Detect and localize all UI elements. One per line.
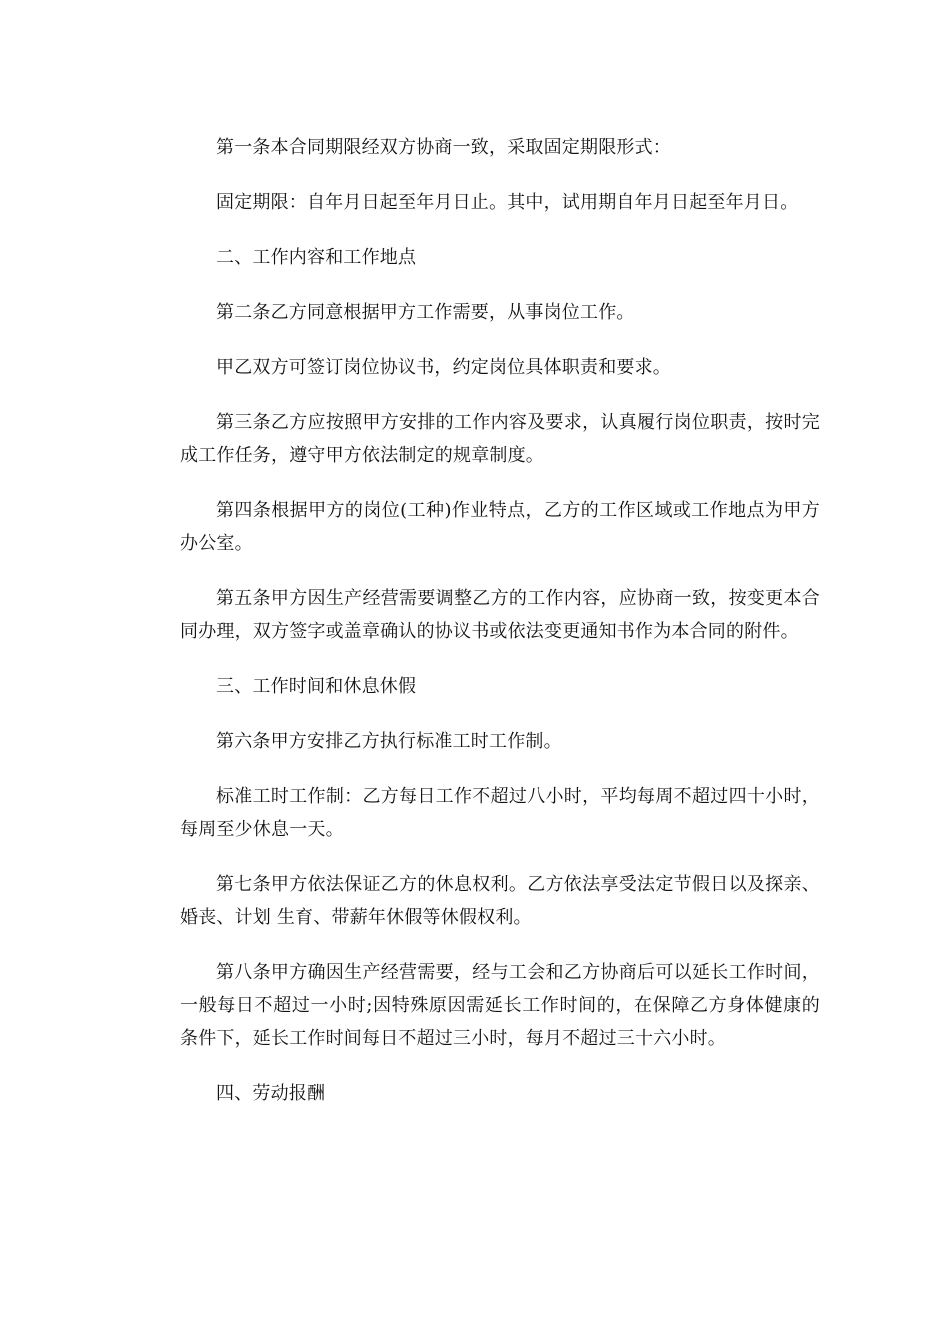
clause-8-overtime: 第八条甲方确因生产经营需要，经与工会和乙方协商后可以延长工作时间，一般每日不超过一小时;因特殊原因需延长工作时间的，在保障乙方身体健康的条件下，延长工作时间每日不超过三小时，每月不超过三十六小时。 — [180, 962, 820, 1049]
clause-1-term: 第一条本合同期限经双方协商一致，采取固定期限形式： — [216, 137, 671, 158]
position-agreement-text: 甲乙双方可签订岗位协议书，约定岗位具体职责和要求。 — [216, 357, 671, 378]
clause-4-work-location: 第四条根据甲方的岗位(工种)作业特点，乙方的工作区域或工作地点为甲方办公室。 — [180, 500, 820, 554]
clause-5-adjustment: 第五条甲方因生产经营需要调整乙方的工作内容，应协商一致，按变更本合同办理，双方签字或盖章确认的协议书或依法变更通知书作为本合同的附件。 — [180, 588, 820, 642]
section-heading-work-hours: 三、工作时间和休息休假 — [216, 676, 417, 697]
clause-3-duties: 第三条乙方应按照甲方安排的工作内容及要求，认真履行岗位职责，按时完成工作任务，遵守甲方依法制定的规章制度。 — [180, 412, 820, 466]
clause-6-standard-hours: 第六条甲方安排乙方执行标准工时工作制。 — [216, 731, 562, 752]
fixed-term-text: 固定期限：自年月日起至年月日止。其中，试用期自年月日起至年月日。 — [216, 192, 799, 213]
standard-hours-text: 标准工时工作制：乙方每日工作不超过八小时，平均每周不超过四十小时，每周至少休息一天。 — [180, 786, 820, 840]
clause-7-rest-rights: 第七条甲方依法保证乙方的休息权利。乙方依法享受法定节假日以及探亲、婚丧、计划 生育、带薪年休假等休假权利。 — [180, 874, 820, 928]
section-heading-remuneration: 四、劳动报酬 — [216, 1083, 326, 1104]
section-heading-work-content: 二、工作内容和工作地点 — [216, 247, 417, 268]
clause-2-position: 第二条乙方同意根据甲方工作需要，从事岗位工作。 — [216, 302, 635, 323]
document-body — [180, 131, 820, 1132]
